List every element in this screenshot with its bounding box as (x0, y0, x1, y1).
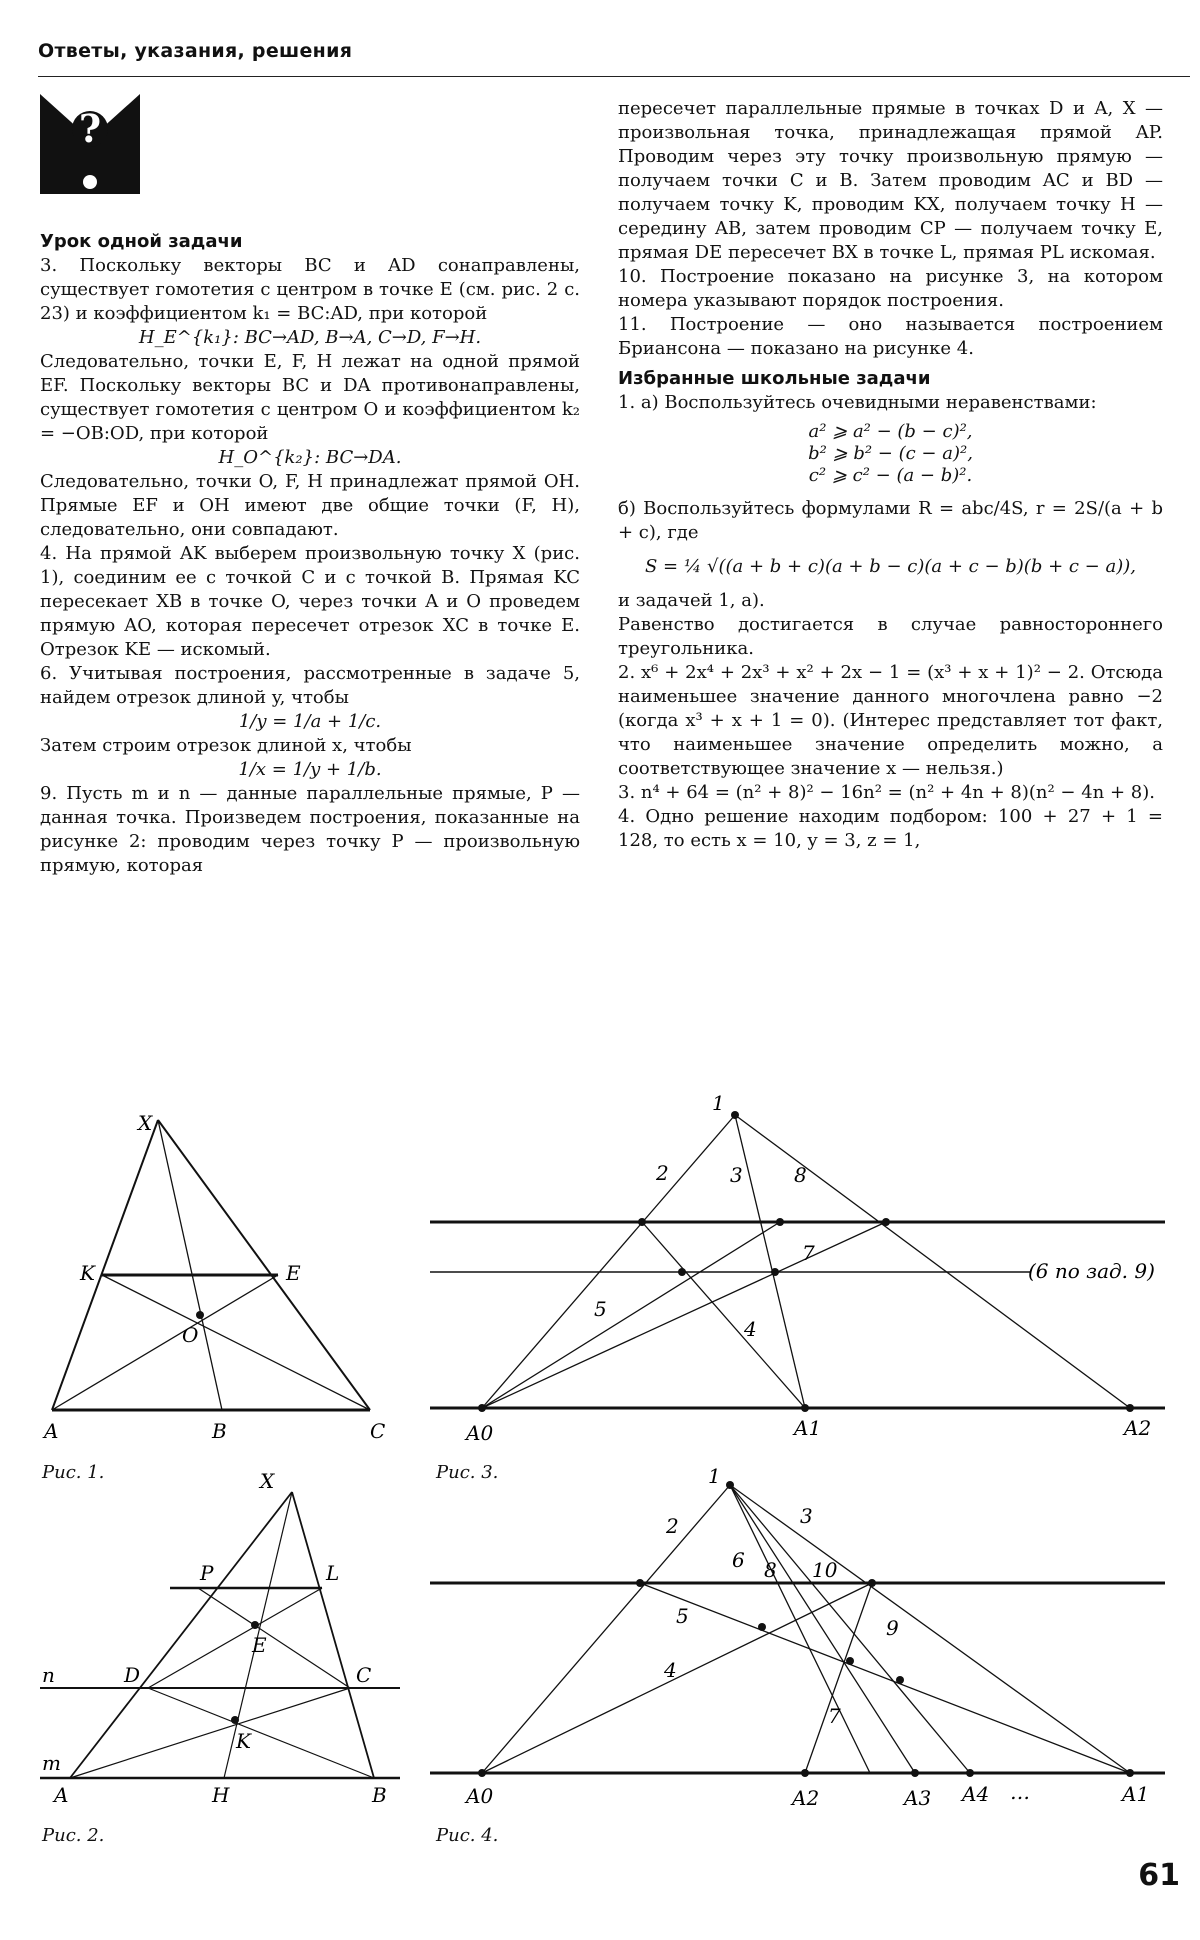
paragraph: Равенство достигается в случае равностороннего треугольника. (618, 614, 1163, 659)
fig4-label-A1: A1 (1122, 1782, 1150, 1806)
formula: S = ¼ √((a + b + c)(a + b − c)(a + c − b)(b + c − a)), (645, 556, 1136, 577)
fig1-label-X: X (138, 1111, 153, 1135)
fig4-label-10: 10 (812, 1558, 838, 1582)
figure-3 (430, 1090, 1170, 1450)
paragraph: 1. а) Воспользуйтесь очевидными неравенствами: (618, 392, 1097, 413)
fig4-label-3: 3 (800, 1504, 813, 1528)
fig1-label-C: C (370, 1419, 386, 1443)
fig1-label-A: A (44, 1419, 59, 1443)
fig4-label-1: 1 (708, 1465, 721, 1488)
paragraph: 4. На прямой AK выберем произвольную точку X (рис. 1), соединим ее с точкой C и с точкой B. Прямая KC пересекает XB в точке O, через точки A и O проведем прямую AO, которая пересечет отрезок XC в точке E. Отрезок KE — искомый. (40, 543, 580, 660)
paragraph: 6. Учитывая построения, рассмотренные в задаче 5, найдем отрезок длиной y, чтобы (40, 663, 580, 708)
figure-2 (40, 1470, 410, 1810)
paragraph: 11. Построение — оно называется построением Бриансона — показано на рисунке 4. (618, 314, 1163, 359)
fig2-label-P: P (200, 1561, 214, 1585)
paragraph: Следовательно, точки E, F, H лежат на одной прямой EF. Поскольку векторы BC и DA противонаправлены, существует гомотетия с центром O и коэффициентом k₂ = −OB:OD, при которой (40, 351, 580, 444)
section-title: Избранные школьные задачи (618, 368, 931, 389)
paragraph: пересечет параллельные прямые в точках D и A, X — произвольная точка, принадлежащая прямой AP. Проводим через эту точку произвольную прямую — получаем точки C и B. Затем проводим AC и BD — получаем точку K, проводим KX, получаем точку H — середину AB, затем проводим CP — получаем точку E, прямая DE пересечет BX в точке L, прямая PL искомая. (618, 98, 1163, 263)
fig3-label-1: 1 (712, 1091, 725, 1115)
figure-1-caption: Рис. 1. (42, 1462, 105, 1483)
formula-line: c² ⩾ c² − (a − b)². (808, 465, 973, 486)
paragraph: б) Воспользуйтесь формулами R = abc/4S, r = 2S/(a + b + c), где (618, 498, 1163, 543)
fig4-label-A3: A3 (904, 1786, 932, 1810)
fig4-label-7: 7 (828, 1704, 841, 1728)
fig2-label-n: n (42, 1663, 55, 1687)
fig3-label-5: 5 (594, 1297, 607, 1321)
fig3-label-8: 8 (794, 1163, 807, 1187)
figure-1 (40, 1100, 410, 1450)
fig3-label-4: 4 (744, 1317, 757, 1341)
paragraph: 3. n⁴ + 64 = (n² + 8)² − 16n² = (n² + 4n + 8)(n² − 4n + 8). (618, 782, 1155, 803)
fig3-label-A2: A2 (1124, 1416, 1152, 1440)
paragraph: и задачей 1, а). (618, 590, 765, 611)
paragraph: 4. Одно решение находим подбором: 100 + 27 + 1 = 128, то есть x = 10, y = 3, z = 1, (618, 806, 1163, 851)
paragraph: 10. Построение показано на рисунке 3, на котором номера указывают порядок построения. (618, 266, 1163, 311)
fig4-label-5: 5 (676, 1604, 689, 1628)
paragraph: Затем строим отрезок длиной x, чтобы (40, 735, 412, 756)
formula: 1/y = 1/a + 1/c. (238, 711, 382, 732)
fig3-note: (6 по зад. 9) (1028, 1259, 1155, 1283)
question-logo-icon (40, 94, 140, 194)
fig2-label-m: m (42, 1751, 61, 1775)
paragraph: Следовательно, точки O, F, H принадлежат прямой OH. Прямые EF и OH имеют две общие точки (F, H), следовательно, они совпадают. (40, 471, 580, 540)
fig4-label-ellipsis: … (1010, 1780, 1030, 1804)
fig3-label-7: 7 (802, 1241, 815, 1265)
fig2-label-X: X (260, 1470, 275, 1493)
fig4-label-A2: A2 (792, 1786, 820, 1810)
fig2-label-E: E (252, 1633, 267, 1657)
fig4-label-8: 8 (764, 1558, 777, 1582)
fig3-label-A0: A0 (466, 1421, 494, 1445)
fig1-label-K: K (80, 1261, 95, 1285)
fig3-label-2: 2 (656, 1161, 669, 1185)
figure-4 (430, 1465, 1170, 1815)
fig4-label-A4: A4 (962, 1782, 990, 1806)
header-rule (38, 76, 1190, 77)
formula: 1/x = 1/y + 1/b. (238, 759, 382, 780)
figure-4-caption: Рис. 4. (436, 1825, 499, 1846)
right-column (618, 97, 1163, 853)
fig4-label-A0: A0 (466, 1784, 494, 1808)
fig3-label-A1: A1 (794, 1416, 822, 1440)
inequalities (618, 421, 1163, 487)
fig2-label-D: D (124, 1663, 141, 1687)
formula-line: b² ⩾ b² − (c − a)², (808, 443, 973, 464)
figure-3-caption: Рис. 3. (436, 1462, 499, 1483)
section-title: Урок одной задачи (40, 231, 243, 252)
fig3-label-3: 3 (730, 1163, 743, 1187)
left-column (40, 230, 580, 878)
fig2-label-L: L (326, 1561, 340, 1585)
formula-line: a² ⩾ a² − (b − c)², (808, 421, 973, 442)
fig4-label-9: 9 (886, 1616, 899, 1640)
fig2-label-B: B (372, 1783, 387, 1807)
fig4-label-6: 6 (732, 1548, 745, 1572)
paragraph: 3. Поскольку векторы BC и AD сонаправлены, существует гомотетия с центром в точке E (см. рис. 2 с. 23) и коэффициентом k₁ = BC:AD, при которой (40, 255, 580, 324)
fig1-label-O: O (182, 1323, 199, 1347)
page-number: 61 (1138, 1858, 1180, 1893)
fig4-label-2: 2 (666, 1514, 679, 1538)
fig1-label-E: E (286, 1261, 301, 1285)
fig2-label-H: H (212, 1783, 230, 1807)
fig2-label-K: K (236, 1729, 251, 1753)
formula: H_E^{k₁}: BC→AD, B→A, C→D, F→H. (138, 327, 482, 348)
figure-2-caption: Рис. 2. (42, 1825, 105, 1846)
paragraph: 9. Пусть m и n — данные параллельные прямые, P — данная точка. Произведем построения, показанные на рисунке 2: проводим через точку P — произвольную прямую, которая (40, 783, 580, 876)
running-header: Ответы, указания, решения (38, 40, 353, 62)
fig1-label-B: B (212, 1419, 227, 1443)
paragraph: 2. x⁶ + 2x⁴ + 2x³ + x² + 2x − 1 = (x³ + x + 1)² − 2. Отсюда наименьшее значение данного многочлена равно −2 (когда x³ + x + 1 = 0). (Интерес представляет тот факт, что наименьшее значение определить можно, а соответствующее значение x — нельзя.) (618, 662, 1163, 779)
fig2-label-C: C (356, 1663, 372, 1687)
fig4-label-4: 4 (664, 1658, 677, 1682)
formula: H_O^{k₂}: BC→DA. (218, 447, 402, 468)
svg-text:?: ? (78, 106, 102, 151)
fig2-label-A: A (54, 1783, 69, 1807)
